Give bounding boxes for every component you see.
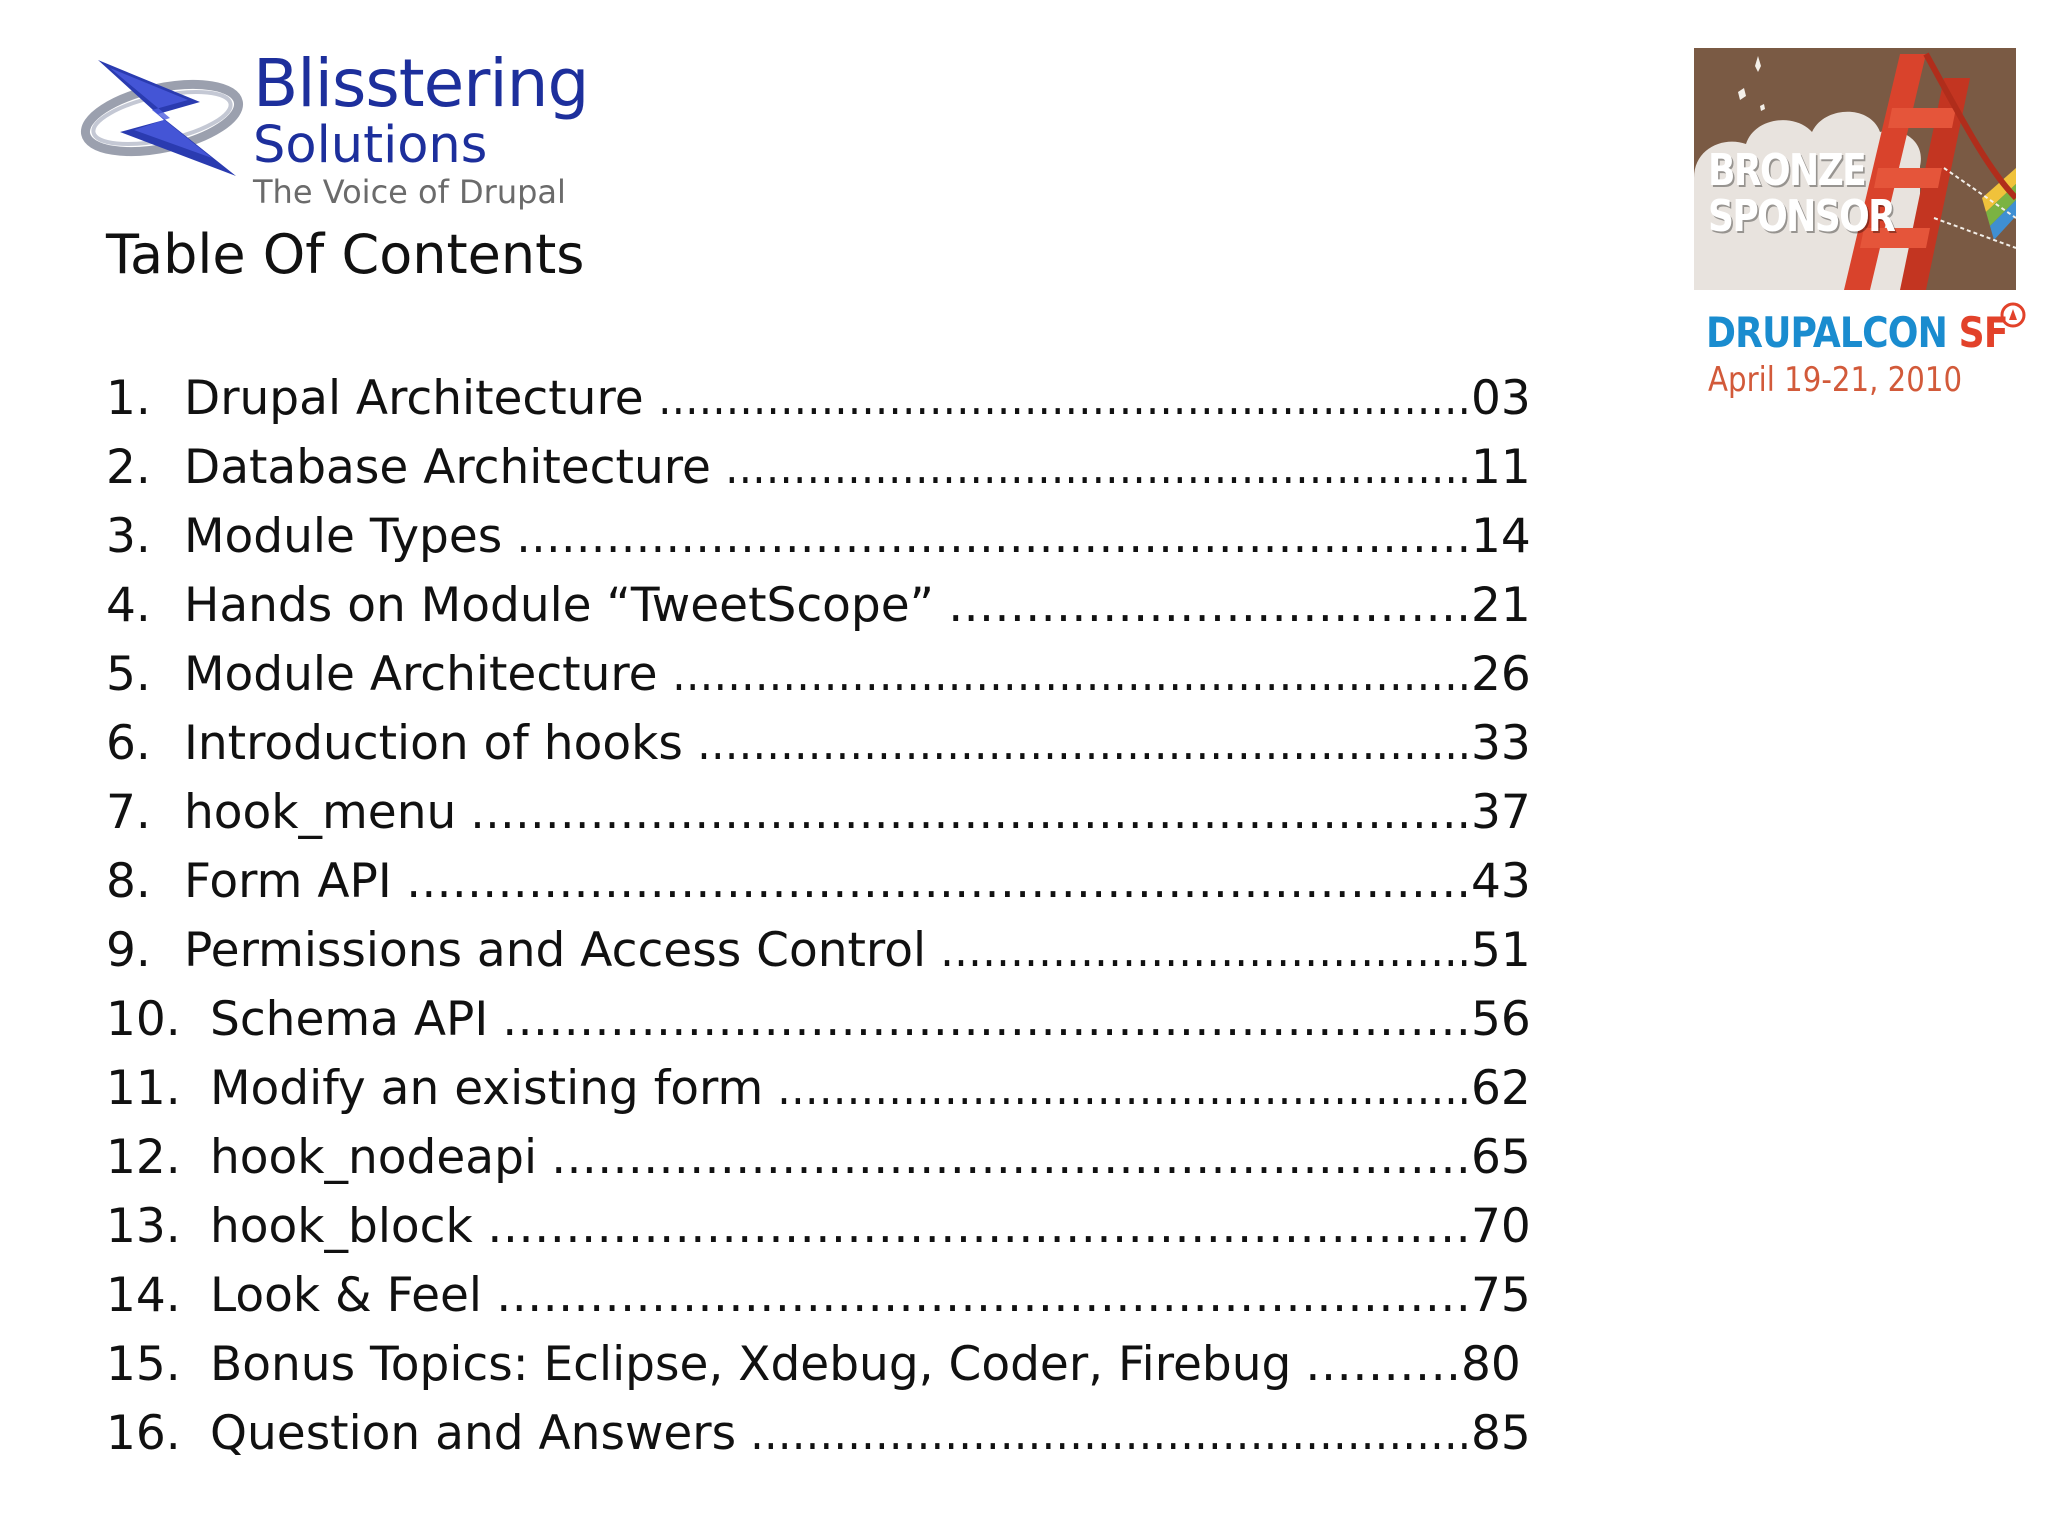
toc-item-leader-dots: …………………………………………………. (672, 647, 1471, 702)
toc-item (106, 916, 1536, 985)
toc-item (106, 985, 1536, 1054)
toc-item (106, 364, 1536, 433)
toc-item-leader-dots: ……………………………………………….. (697, 716, 1471, 771)
toc-item (106, 1192, 1536, 1261)
toc-item (106, 847, 1536, 916)
toc-item-leader-dots: ……………………………………………………… (502, 992, 1471, 1047)
toc-item-number: 15. (106, 1337, 181, 1392)
toc-item-label: Module Architecture (184, 647, 658, 702)
toc-item-label: Module Types (184, 509, 503, 564)
toc-item-number: 16. (106, 1406, 181, 1461)
toc-item-label: Modify an existing form (210, 1061, 764, 1116)
toc-item-label: Database Architecture (184, 440, 711, 495)
toc-item-page-number: 70 (1471, 1199, 1531, 1254)
toc-item-number: 11. (106, 1061, 181, 1116)
toc-item-leader-dots: ……………………………………………………… (487, 1199, 1471, 1254)
toc-item-number: 5. (106, 647, 151, 702)
toc-item-page-number: 21 (1471, 578, 1531, 633)
page-title: Table Of Contents (106, 223, 585, 286)
event-name-text: DRUPALCON (1706, 308, 1947, 357)
toc-item-page-number: 26 (1471, 647, 1531, 702)
toc-item-number: 4. (106, 578, 151, 633)
toc-item-page-number: 51 (1471, 923, 1531, 978)
toc-item-label: Permissions and Access Control (184, 923, 927, 978)
toc-item-leader-dots: ………………………………………….. (777, 1061, 1471, 1116)
company-logo (80, 45, 600, 211)
toc-item-number: 2. (106, 440, 151, 495)
toc-item-page-number: 62 (1471, 1061, 1531, 1116)
toc-item-leader-dots: ……………………………. (948, 578, 1471, 633)
toc-item-label: Look & Feel (210, 1268, 482, 1323)
toc-item (106, 640, 1536, 709)
toc-item-number: 9. (106, 923, 151, 978)
toc-item-number: 3. (106, 509, 151, 564)
toc-item-page-number: 37 (1471, 785, 1531, 840)
toc-item-page-number: 80 (1461, 1337, 1521, 1392)
toc-item-leader-dots: ……………………………….. (940, 923, 1471, 978)
toc-item-leader-dots: ……………………………………………………………. (406, 854, 1471, 909)
toc-item-page-number: 56 (1471, 992, 1531, 1047)
toc-item (106, 502, 1536, 571)
toc-item (106, 1330, 1536, 1399)
toc-item-label: hook_menu (184, 785, 457, 840)
toc-item-number: 1. (106, 371, 151, 426)
toc-item-label: Hands on Module “TweetScope” (184, 578, 935, 633)
toc-item-number: 8. (106, 854, 151, 909)
toc-item-label: hook_block (210, 1199, 473, 1254)
toc-item-label: Bonus Topics: Eclipse, Xdebug, Coder, Firebug (210, 1337, 1292, 1392)
sponsor-badge (1694, 48, 2016, 290)
toc-item-leader-dots: ………. (1305, 1337, 1461, 1392)
toc-item-label: hook_nodeapi (210, 1130, 538, 1185)
toc-item-page-number: 43 (1471, 854, 1531, 909)
logo-line-1: Blisstering (253, 45, 589, 122)
toc-item-page-number: 14 (1471, 509, 1531, 564)
event-date: April 19-21, 2010 (1708, 360, 1963, 400)
toc-item (106, 1123, 1536, 1192)
toc-item (106, 709, 1536, 778)
toc-item-label: Drupal Architecture (184, 371, 644, 426)
toc-item-page-number: 33 (1471, 716, 1531, 771)
toc-item-number: 14. (106, 1268, 181, 1323)
toc-item-number: 13. (106, 1199, 181, 1254)
toc-item (106, 571, 1536, 640)
badge-line-2: SPONSOR (1708, 191, 1895, 242)
badge-title (1708, 145, 1895, 242)
toc-item-leader-dots: ………………………………………………. (725, 440, 1471, 495)
toc-item-page-number: 85 (1471, 1406, 1531, 1461)
toc-list (106, 364, 1536, 1468)
logo-tagline: The Voice of Drupal (253, 173, 566, 211)
toc-item-leader-dots: ……………………………………………. (750, 1406, 1471, 1461)
logo-line-2: Solutions (253, 116, 488, 175)
toc-item-page-number: 03 (1471, 371, 1531, 426)
event-name (1706, 310, 2008, 356)
toc-item-label: Schema API (210, 992, 489, 1047)
event-city: SF (1958, 308, 2008, 357)
toc-item-number: 6. (106, 716, 151, 771)
toc-item-label: Form API (184, 854, 392, 909)
badge-line-1: BRONZE (1708, 145, 1866, 196)
toc-item-label: Introduction of hooks (184, 716, 683, 771)
toc-item (106, 1261, 1536, 1330)
toc-item-number: 7. (106, 785, 151, 840)
toc-item-page-number: 11 (1471, 440, 1531, 495)
lightning-swoosh-icon (80, 54, 250, 184)
toc-item-leader-dots: …………………………………………………… (551, 1130, 1471, 1185)
toc-item-page-number: 65 (1471, 1130, 1531, 1185)
toc-item (106, 1399, 1536, 1468)
drupal-drop-icon (2000, 302, 2026, 328)
toc-item (106, 778, 1536, 847)
toc-item-number: 10. (106, 992, 181, 1047)
toc-item (106, 1054, 1536, 1123)
toc-item-page-number: 75 (1471, 1268, 1531, 1323)
toc-item-leader-dots: ………………………………………………………. (516, 509, 1471, 564)
toc-item-leader-dots: …………………………………………………………. (470, 785, 1471, 840)
toc-item-label: Question and Answers (210, 1406, 737, 1461)
toc-item-leader-dots: ……………………………………………………… (496, 1268, 1471, 1323)
toc-item-leader-dots: …………………………………………………… (658, 371, 1471, 426)
toc-item (106, 433, 1536, 502)
toc-item-number: 12. (106, 1130, 181, 1185)
